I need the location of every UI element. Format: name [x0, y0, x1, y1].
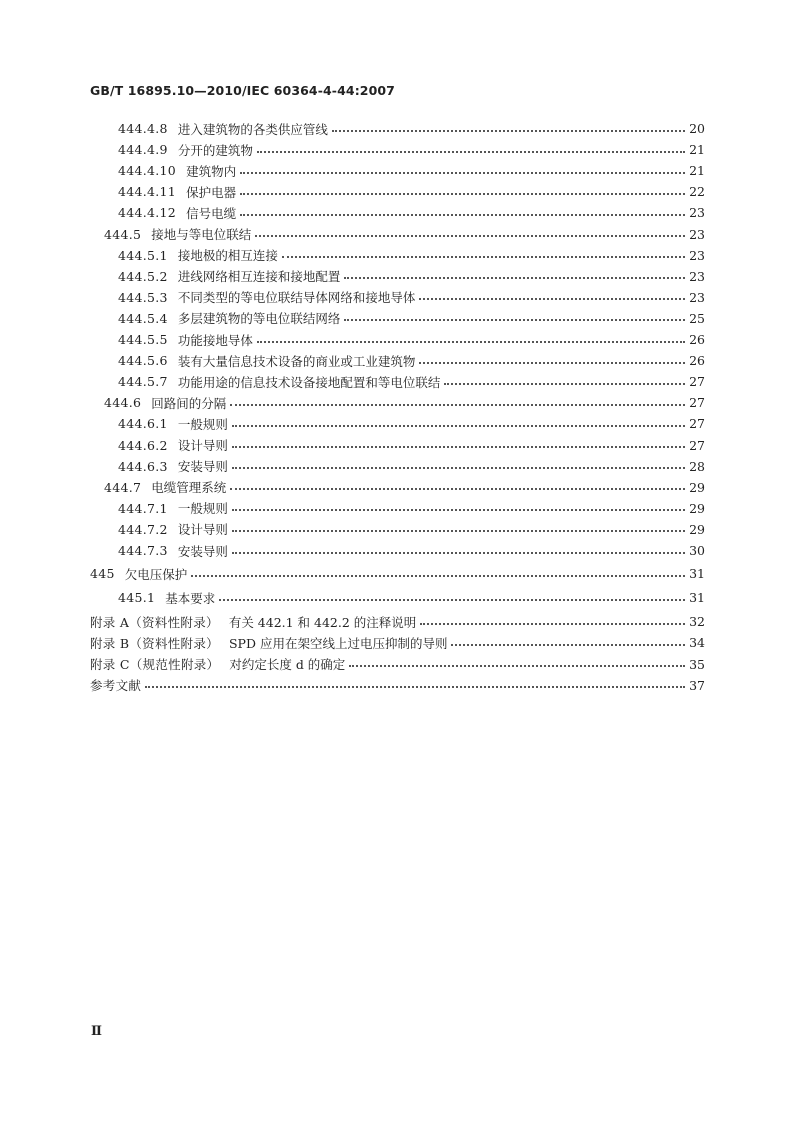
toc-dot-leader	[232, 509, 685, 511]
toc-entry-title: 对约定长度 d 的确定	[229, 657, 346, 672]
toc-entry-title: 回路间的分隔	[151, 395, 227, 411]
toc-entry[interactable]	[118, 540, 705, 561]
toc-dot-leader	[145, 686, 685, 688]
toc-dot-leader	[344, 319, 685, 321]
toc-entry[interactable]	[118, 287, 705, 308]
toc-dot-leader	[349, 665, 685, 667]
toc-dot-leader	[232, 446, 685, 448]
toc-entry[interactable]	[118, 245, 705, 266]
toc-entry-page: 28	[689, 458, 705, 474]
toc-entry-title: 进入建筑物的各类供应管线	[177, 121, 328, 137]
toc-entry-number: 444.5	[104, 226, 142, 242]
toc-entry-number: 444.4.11	[118, 184, 177, 200]
toc-entry-page: 23	[689, 226, 705, 242]
toc-entry-number: 附录 A（资料性附录）	[90, 614, 219, 630]
toc-entry-title: 安装导则	[177, 459, 228, 475]
toc-dot-leader	[240, 193, 685, 195]
toc-entry-number: 445	[90, 566, 115, 582]
toc-entry-number: 444.5.2	[118, 268, 168, 284]
toc-entry-page: 21	[689, 142, 705, 158]
toc-entry[interactable]	[90, 654, 705, 675]
toc-entry-page: 20	[689, 121, 705, 136]
toc-dot-leader	[240, 172, 685, 174]
toc-entry-title: 设计导则	[177, 522, 228, 538]
toc-entry[interactable]	[118, 266, 705, 287]
toc-entry[interactable]	[118, 181, 705, 202]
toc-dot-leader	[332, 130, 685, 132]
toc-entry[interactable]	[90, 563, 705, 584]
toc-dot-leader	[451, 644, 685, 646]
toc-entry-page: 37	[689, 677, 705, 693]
toc-entry-page: 21	[689, 163, 705, 179]
toc-entry-number: 444.6.2	[118, 437, 168, 453]
toc-entry-page: 27	[689, 437, 705, 453]
toc-entry-page: 31	[689, 590, 705, 606]
toc-entry-page: 30	[689, 543, 705, 558]
toc-entry[interactable]	[104, 392, 705, 413]
toc-entry-title: 电缆管理系统	[151, 480, 227, 496]
toc-entry-number: 444.7.1	[118, 500, 168, 516]
toc-entry[interactable]	[104, 477, 705, 498]
toc-entry[interactable]	[90, 675, 705, 696]
toc-entry[interactable]	[118, 329, 705, 350]
toc-entry-page: 25	[689, 310, 705, 326]
toc-entry-number: 444.5.1	[118, 247, 168, 263]
toc-dot-leader	[344, 277, 685, 279]
toc-entry-page: 22	[689, 184, 705, 200]
toc-dot-leader	[232, 530, 685, 532]
toc-entry-page: 27	[689, 416, 705, 432]
toc-entry-number: 444.5.5	[118, 332, 168, 347]
toc-entry-number: 444.5.4	[118, 310, 168, 326]
toc-entry[interactable]	[118, 519, 705, 540]
toc-entry-title: 功能接地导体	[177, 332, 253, 348]
toc-entry-page: 23	[689, 205, 705, 221]
toc-entry[interactable]	[90, 611, 705, 632]
toc-entry-title: 不同类型的等电位联结导体网络和接地导体	[177, 290, 416, 306]
toc-entry-number: 444.5.6	[118, 353, 168, 369]
toc-entry-number: 附录 B（资料性附录）	[90, 635, 219, 651]
toc-entry-title: 功能用途的信息技术设备接地配置和等电位联结	[177, 374, 441, 390]
toc-dot-leader	[282, 256, 685, 258]
toc-dot-leader	[219, 599, 685, 601]
toc-dot-leader	[230, 488, 685, 490]
toc-entry-title: 分开的建筑物	[177, 142, 253, 158]
toc-entry-title: 安装导则	[177, 543, 228, 559]
toc-entry[interactable]	[118, 139, 705, 160]
toc-entry-page: 26	[689, 353, 705, 369]
toc-entry-title: 装有大量信息技术设备的商业或工业建筑物	[177, 353, 416, 369]
toc-entry-title: 一般规则	[177, 416, 228, 432]
toc-entry-title: SPD 应用在架空线上过电压抑制的导则	[228, 635, 448, 651]
toc-entry-title: 建筑物内	[186, 163, 237, 179]
toc-entry-number: 444.7.3	[118, 543, 168, 558]
toc-entry-title: 保护电器	[186, 184, 237, 200]
toc-dot-leader	[257, 151, 685, 153]
toc-entry-number: 444.5.7	[118, 374, 168, 390]
toc-entry-number: 附录 C（规范性附录）	[90, 657, 220, 672]
toc-entry-title: 设计导则	[177, 438, 228, 453]
toc-entry-page: 29	[689, 521, 705, 537]
toc-entry[interactable]	[118, 118, 705, 139]
toc-dot-leader	[240, 214, 685, 216]
toc-entry-number: 445.1	[118, 590, 156, 606]
toc-entry-page: 32	[689, 614, 705, 630]
toc-dot-leader	[232, 425, 685, 427]
toc-dot-leader	[257, 341, 685, 343]
toc-entry-number: 444.4.9	[118, 142, 168, 158]
toc-entry-page: 34	[689, 635, 705, 651]
toc-entry[interactable]	[104, 224, 705, 245]
toc-entry[interactable]	[118, 435, 705, 456]
toc-entry-title: 欠电压保护	[124, 566, 188, 582]
toc-dot-leader	[232, 467, 685, 469]
toc-entry-page: 26	[689, 332, 705, 347]
toc-entry-number: 444.5.3	[118, 289, 168, 305]
toc-dot-leader	[419, 362, 685, 364]
toc-entry[interactable]	[118, 308, 705, 329]
toc-entry-page: 35	[689, 656, 705, 672]
toc-entry[interactable]	[118, 498, 705, 519]
toc-entry-number: 444.4.8	[118, 121, 168, 136]
toc-entry[interactable]	[118, 350, 705, 371]
toc-dot-leader	[255, 235, 685, 237]
toc-entry-page: 29	[689, 500, 705, 516]
toc-entry-title: 接地极的相互连接	[177, 248, 278, 264]
toc-entry-number: 444.4.12	[118, 205, 177, 221]
toc-entry-number: 444.6	[104, 395, 142, 411]
toc-entry-number: 444.6.1	[118, 416, 168, 432]
toc-entry-title: 一般规则	[177, 501, 228, 517]
toc-entry-number: 444.6.3	[118, 458, 168, 474]
toc-entry-number: 444.4.10	[118, 163, 177, 179]
toc-dot-leader	[232, 552, 685, 554]
toc-entry-title: 信号电缆	[186, 205, 237, 221]
document-header: GB/T 16895.10—2010/IEC 60364-4-44:2007	[90, 83, 395, 98]
toc-entry-title: 基本要求	[165, 590, 216, 606]
toc-entry-title: 多层建筑物的等电位联结网络	[177, 311, 341, 327]
toc-dot-leader	[420, 623, 685, 625]
toc-entry[interactable]	[118, 413, 705, 434]
toc-entry-title: 进线网络相互连接和接地配置	[177, 269, 341, 285]
toc-entry-title: 有关 442.1 和 442.2 的注释说明	[228, 614, 417, 630]
toc-entry[interactable]	[118, 202, 705, 223]
toc-entry-page: 29	[689, 479, 705, 495]
toc-entry-number: 444.7	[104, 479, 142, 495]
toc-entry[interactable]	[118, 160, 705, 181]
toc-entry-page: 23	[689, 247, 705, 263]
toc-entry-number: 444.7.2	[118, 521, 168, 537]
toc-entry-title: 接地与等电位联结	[151, 227, 252, 242]
toc-dot-leader	[230, 404, 685, 406]
toc-entry-number: 参考文献	[90, 678, 142, 694]
toc-dot-leader	[419, 298, 685, 300]
toc-entry[interactable]	[118, 587, 705, 608]
page-number: Ⅱ	[91, 1024, 102, 1039]
toc-entry-page: 23	[689, 268, 705, 284]
toc-entry[interactable]	[118, 456, 705, 477]
toc-entry-page: 27	[689, 395, 705, 411]
toc-entry[interactable]	[118, 371, 705, 392]
toc-entry-page: 31	[689, 566, 705, 582]
toc-entry-page: 23	[689, 289, 705, 305]
toc-dot-leader	[191, 575, 685, 577]
toc-entry[interactable]	[90, 632, 705, 653]
toc-dot-leader	[444, 383, 685, 385]
toc-entry-page: 27	[689, 374, 705, 390]
